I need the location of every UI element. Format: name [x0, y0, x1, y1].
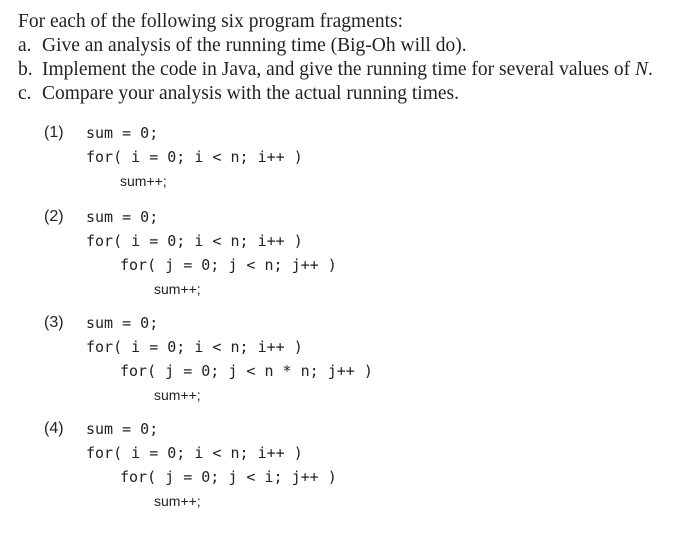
code-line: sum++; — [154, 387, 201, 403]
fragment-number: (4) — [44, 420, 64, 437]
code-line: sum++; — [154, 493, 201, 509]
exercise-instructions — [18, 10, 688, 106]
item-text: Compare your analysis with the actual running times. — [42, 83, 459, 104]
code-line: sum = 0; — [86, 124, 159, 142]
instruction-item-a — [18, 34, 688, 58]
code-fragment-1 — [44, 123, 664, 193]
item-text-end: . — [647, 59, 653, 80]
fragment-number: (3) — [44, 314, 64, 331]
code-fragment-2 — [44, 207, 664, 299]
code-line: for( i = 0; i < n; i++ ) — [86, 232, 303, 250]
item-text: Give an analysis of the running time (Big-Oh will do). — [42, 35, 467, 56]
item-variable: N — [634, 59, 648, 80]
code-line: for( i = 0; i < n; i++ ) — [86, 148, 303, 166]
code-line: sum = 0; — [86, 208, 159, 226]
fragment-number: (1) — [44, 124, 64, 141]
code-line: for( j = 0; j < i; j++ ) — [120, 468, 337, 486]
code-line: sum = 0; — [86, 420, 159, 438]
code-line: for( i = 0; i < n; i++ ) — [86, 338, 303, 356]
fragment-number: (2) — [44, 208, 64, 225]
item-letter: c. — [18, 83, 32, 104]
code-line: sum = 0; — [86, 314, 159, 332]
item-text: Implement the code in Java, and give the running time for several values of — [42, 59, 635, 80]
instructions-heading: For each of the following six program fragments: — [18, 11, 404, 32]
code-fragment-3 — [44, 313, 664, 405]
item-letter: b. — [18, 59, 33, 80]
instruction-item-c — [18, 82, 688, 106]
instruction-item-b — [18, 58, 688, 82]
item-letter: a. — [18, 35, 32, 56]
code-fragment-4 — [44, 419, 664, 511]
code-line: sum++; — [154, 281, 201, 297]
code-line: for( j = 0; j < n; j++ ) — [120, 256, 337, 274]
code-line: for( j = 0; j < n * n; j++ ) — [120, 362, 373, 380]
code-line: sum++; — [120, 173, 167, 189]
code-line: for( i = 0; i < n; i++ ) — [86, 444, 303, 462]
